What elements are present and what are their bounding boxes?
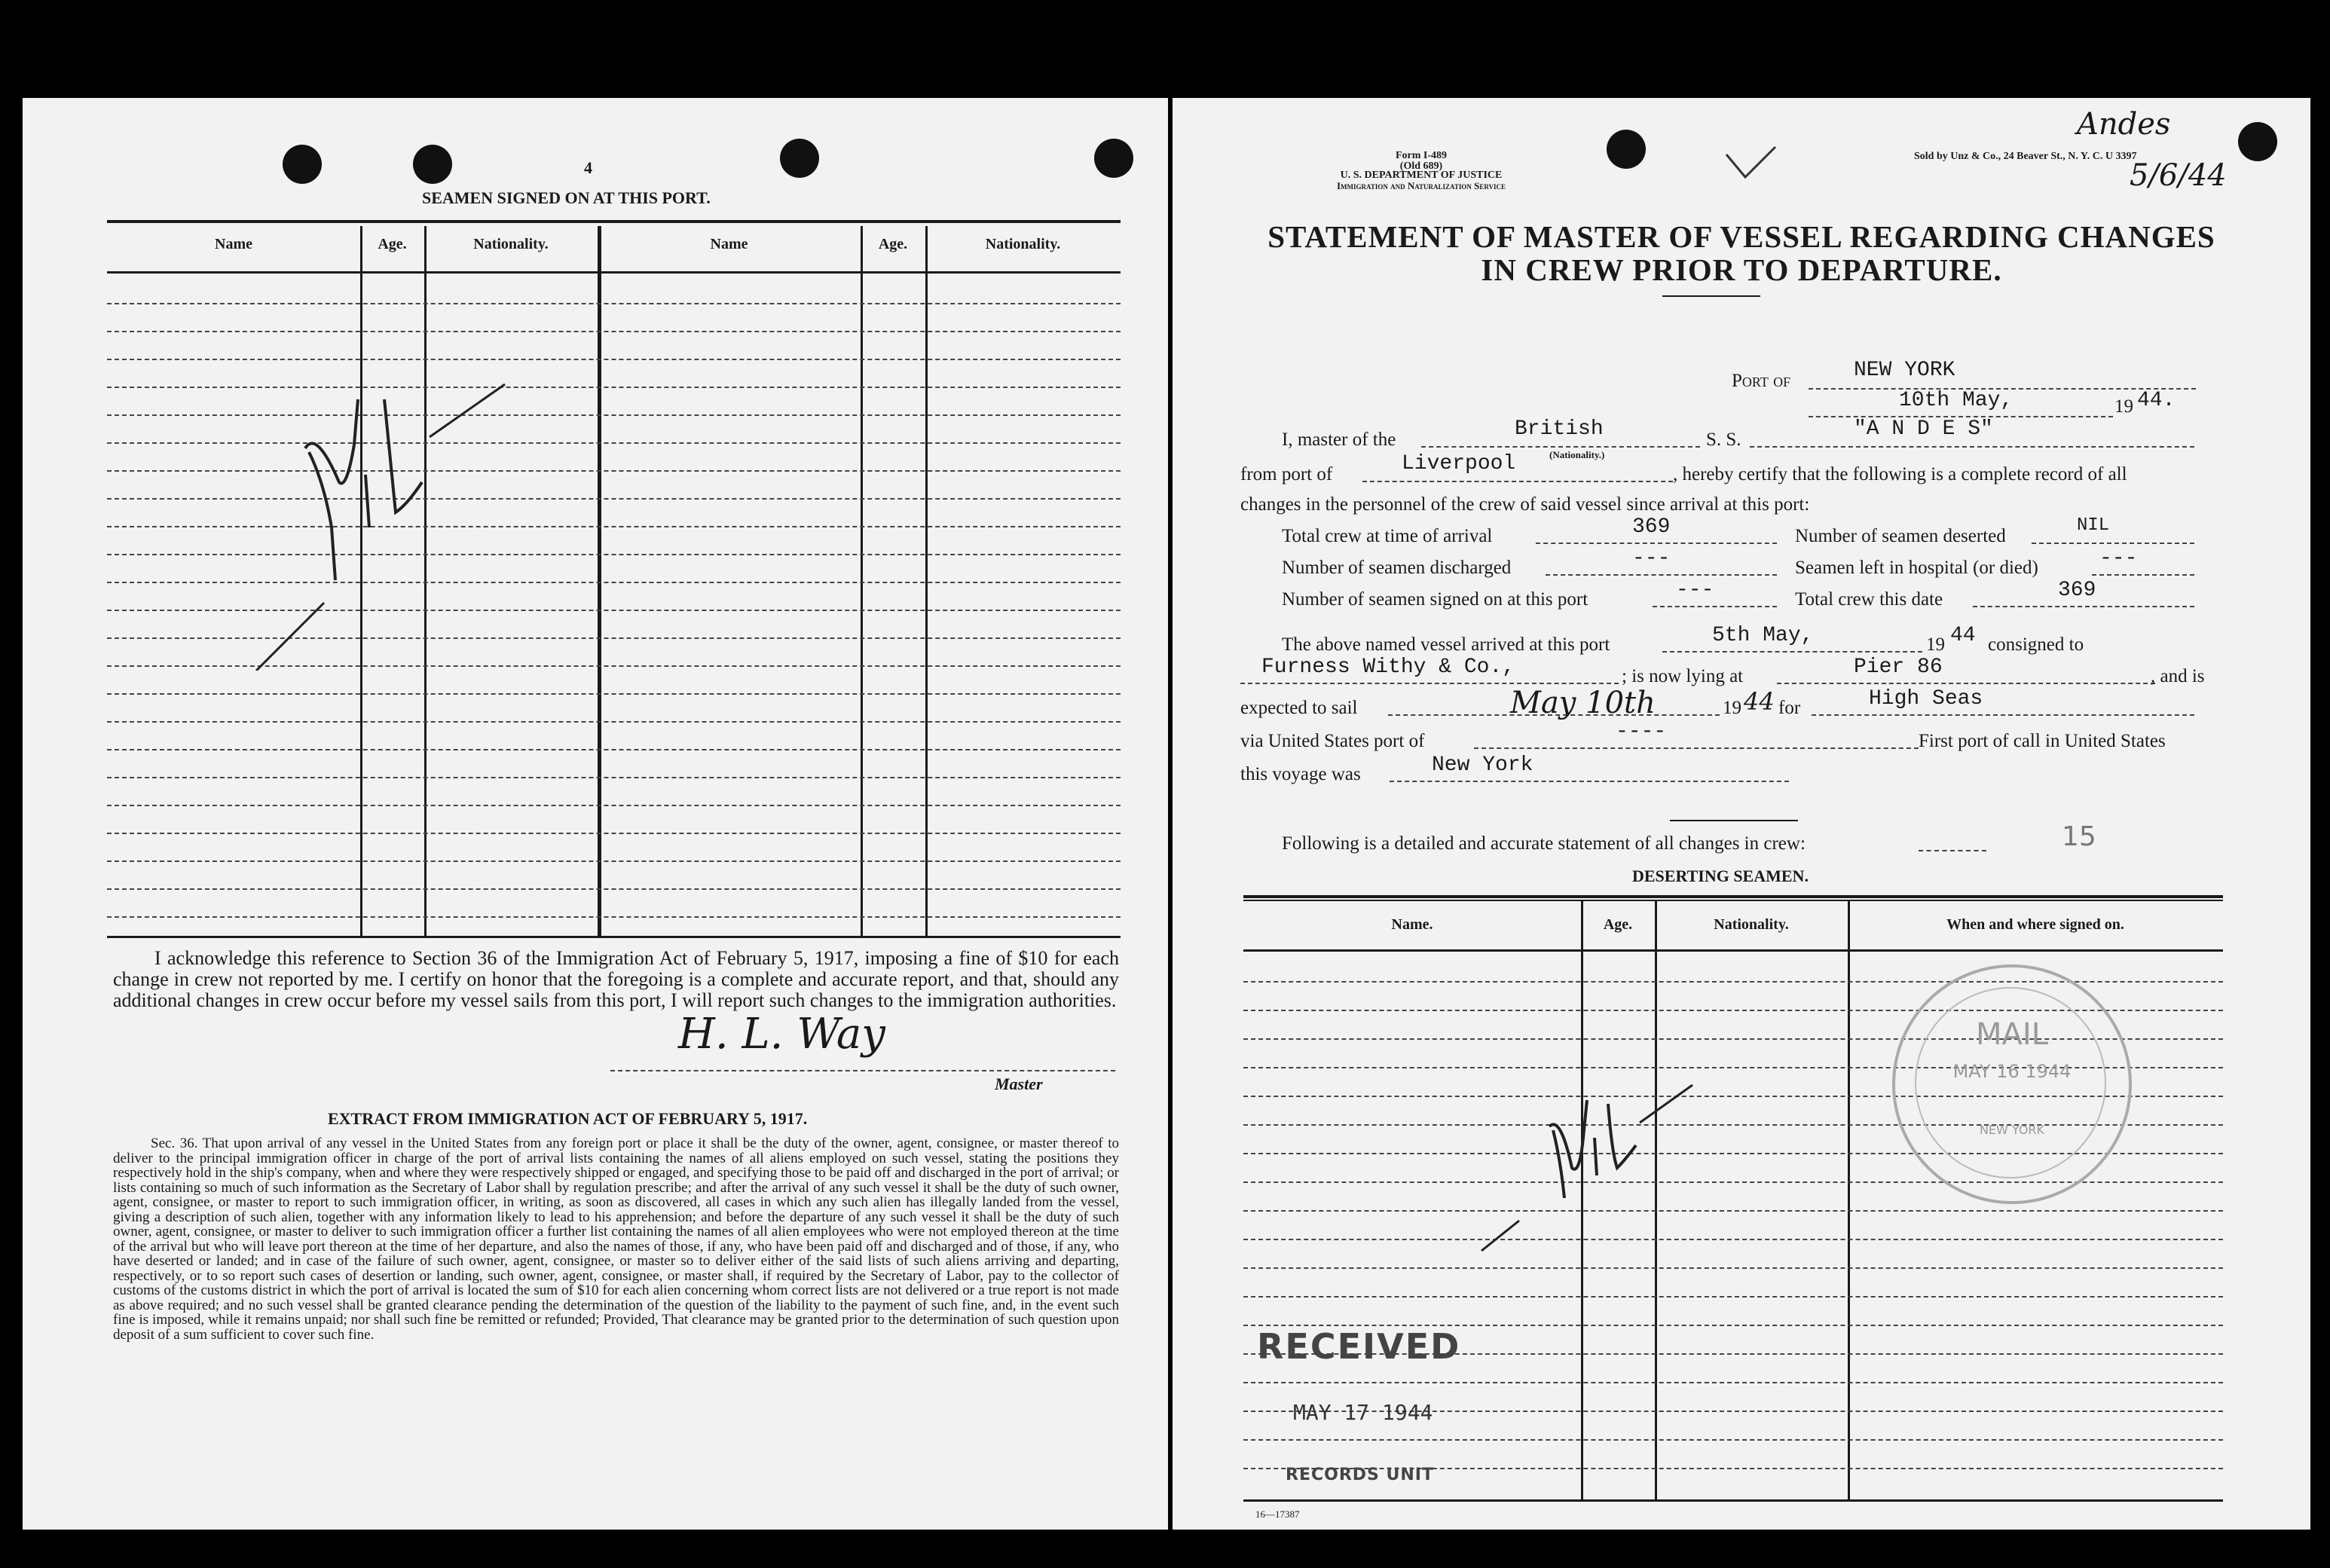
deserted-value: NIL — [2077, 515, 2110, 536]
total-crew-date-line — [1973, 606, 2194, 607]
table-row-rule — [1243, 1239, 2223, 1240]
nationality-value: British — [1515, 417, 1604, 441]
master-signature: H. L. Way — [678, 1010, 885, 1059]
arrived-line — [1662, 651, 1922, 653]
and-is-label: , and is — [2151, 666, 2205, 686]
form-code: 16—17387 — [1255, 1508, 1300, 1520]
column-divider — [598, 226, 601, 936]
table-row-rule — [107, 777, 1121, 778]
following-line — [1919, 850, 1986, 851]
via-line — [1474, 747, 1919, 749]
acknowledgement-text: I acknowledge this reference to Section 36 of the Immigration Act of February 5, 1917, imposing a fine of $10 for each change in crew not reported by me. I certify on honor that the foregoing is a complete and accurate report, and that, should any additional changes in crew occur before my vessel sails from this port, I will report such changes to the immigration authorities. — [113, 947, 1119, 1011]
following-text: Following is a detailed and accurate statement of all changes in crew: — [1282, 833, 1806, 854]
from-port-line — [1362, 481, 1673, 482]
column-header-name: Name. — [1391, 916, 1433, 933]
extract-text: Sec. 36. That upon arrival of any vessel in the United States from any foreign port or place it shall be the duty of the owner, agent, consignee, or master thereof to deliver to the principal immigration officer in charge of the port of arrival lists containing the names of all aliens employed on such vessel, stating the positions they respectively hold in the ship's company, when and where they were respectively shipped or engaged, and specifying those to be paid off and discharged in the port of arrival; or lists containing so much of such information as the Secretary of Labor shall by regulation prescribe; and after the arrival of any such vessel it shall be the duty of such owner, agent, consignee, or master to report to such immigration officer, in writing, as soon as discovered, all cases in which any such alien has illegally landed from the vessel, giving a description of such alien, together with any information likely to lead to his apprehension; and before the departure of any such vessel it shall be the duty of such owner, agent, consignee, or master to deliver to such immigration officer a further list containing the names of all alien employees who were not employed thereon at the time of the arrival but who will leave port thereon at the time of her departure, and also the names of those, if any, who have been paid off and discharged and of those, if any, who have deserted or landed; and in case of the failure of such owner, agent, consignee, or master so to deliver either of the said lists of such aliens arriving and departing, respectively, or to so report such cases of desertion or landing, such owner, agent, consignee, or master shall, if required by the Secretary of Labor, pay to the collector of customs of the customs district in which the port of arrival is located the sum of $10 for each alien concerning whom correct lists are not delivered or a true report is not made as above required; and no such vessel shall be granted clearance pending the determination of the question of the liability to the payment of such fine, and, in the event such fine is imposed, while it remains unpaid; nor shall such fine be remitted or refunded; Provided, That clearance may be granted prior to the determination of such question upon deposit of a sum sufficient to cover such fine. — [113, 1136, 1119, 1343]
records-unit-stamp: RECORDS UNIT — [1286, 1466, 1434, 1484]
voyage-value: New York — [1432, 753, 1533, 777]
port-of-value: NEW YORK — [1854, 359, 1955, 382]
table-row-rule — [107, 331, 1121, 332]
lying-value: Pier 86 — [1854, 656, 1943, 679]
table-row-rule — [1243, 1267, 2223, 1269]
total-crew-date-label: Total crew this date — [1795, 589, 1943, 610]
column-divider — [925, 226, 928, 936]
table-header-rule — [1243, 949, 2223, 952]
arrived-value: 5th May, — [1712, 624, 1814, 647]
ship-name-line — [1750, 446, 2194, 448]
expected-label: expected to sail — [1240, 698, 1358, 718]
table-row-rule — [107, 833, 1121, 834]
column-header-age: Age. — [878, 236, 908, 252]
consignee-line — [1240, 683, 1619, 684]
lying-label: ; is now lying at — [1622, 666, 1744, 686]
department-name: U. S. DEPARTMENT OF JUSTICE — [1340, 170, 1503, 181]
voyage-label: this voyage was — [1240, 764, 1361, 784]
arrived-label: The above named vessel arrived at this port — [1282, 634, 1610, 655]
deserted-label: Number of seamen deserted — [1795, 526, 2006, 546]
table-row-rule — [107, 693, 1121, 695]
corner-note-date: 5/6/44 — [2130, 158, 2227, 193]
for-line — [1812, 714, 2194, 716]
table-top-rule — [107, 220, 1121, 223]
corner-note-ship: Andes — [2077, 107, 2171, 142]
hospital-value: --- — [2099, 547, 2138, 570]
year-value: 44. — [2137, 389, 2176, 412]
vendor-note: Sold by Unz & Co., 24 Beaver St., N. Y. C. U 3397 — [1914, 151, 2137, 162]
table-row-rule — [107, 860, 1121, 862]
port-of-label: Port of — [1732, 371, 1791, 391]
total-crew-arrival-line — [1536, 543, 1777, 544]
column-divider — [861, 226, 863, 936]
received-stamp: RECEIVED — [1257, 1326, 1461, 1367]
side-number: 15 — [2062, 821, 2096, 852]
column-header-name: Name — [710, 236, 748, 252]
signature-caption: Master — [995, 1074, 1043, 1093]
discharged-label: Number of seamen discharged — [1282, 558, 1512, 578]
postmark-date: MAY 16 1944 — [1952, 1061, 2072, 1082]
first-port-label: First port of call in United States — [1919, 731, 2166, 751]
table-bottom-rule — [1243, 1499, 2223, 1502]
signed-on-line — [1653, 606, 1777, 607]
deserting-title: DESERTING SEAMEN. — [1632, 867, 1809, 885]
from-port-label: from port of — [1240, 464, 1333, 484]
title-line-1: STATEMENT OF MASTER OF VESSEL REGARDING CHANGES — [1267, 219, 2215, 254]
section-title: SEAMEN SIGNED ON AT THIS PORT. — [422, 188, 711, 207]
nationality-line — [1421, 446, 1700, 448]
table-row-rule — [107, 749, 1121, 750]
table-row-rule — [1243, 1296, 2223, 1297]
discharged-line — [1546, 574, 1777, 576]
hospital-line — [2092, 574, 2194, 576]
table-row-rule — [107, 303, 1121, 304]
table-row-rule — [107, 721, 1121, 723]
table-top-rule — [1243, 895, 2223, 898]
discharged-value: --- — [1632, 547, 1671, 570]
column-header-age: Age. — [378, 236, 407, 252]
total-crew-date-value: 369 — [2058, 579, 2096, 602]
title-rule — [1662, 295, 1760, 297]
changes-text: changes in the personnel of the crew of said vessel since arrival at this port: — [1240, 494, 1810, 515]
consigned-label: consigned to — [1988, 634, 2084, 655]
left-page — [23, 98, 1168, 1530]
table-row-rule — [1243, 1210, 2223, 1212]
total-crew-arrival-value: 369 — [1632, 515, 1671, 539]
form-number: Form I-489 — [1395, 150, 1448, 161]
consignee-value: Furness Withy & Co., — [1261, 656, 1515, 679]
postmark-city: NEW YORK — [1979, 1123, 2045, 1137]
sail-year-value: 44 — [1744, 687, 1775, 716]
ship-name-value: "A N D E S" — [1854, 417, 1993, 441]
arrived-year-value: 44 — [1950, 624, 1976, 647]
title-line-2: IN CREW PRIOR TO DEPARTURE. — [1481, 252, 2002, 287]
department-block — [1244, 170, 1598, 191]
via-label: via United States port of — [1240, 731, 1425, 751]
for-label: for — [1778, 698, 1801, 718]
column-header-age: Age. — [1603, 916, 1633, 933]
form-old-number: (Old 689) — [1399, 160, 1443, 172]
punch-hole — [1607, 130, 1646, 169]
punch-hole — [1094, 139, 1133, 178]
certify-text: , hereby certify that the following is a complete record of all — [1673, 464, 2127, 484]
service-name: Immigration and Naturalization Service — [1336, 180, 1506, 191]
postmark-inner-ring — [1915, 987, 2106, 1178]
table-top-rule-inner — [1243, 900, 2223, 901]
table-row-rule — [107, 805, 1121, 806]
column-header-nationality: Nationality. — [473, 236, 549, 252]
punch-hole — [413, 145, 452, 184]
arrived-year-prefix: 19 — [1926, 634, 1945, 655]
handwritten-nil-mark — [1474, 1070, 1700, 1266]
signed-on-value: --- — [1676, 579, 1714, 602]
check-mark-icon — [1723, 143, 1783, 188]
table-row-rule — [1243, 1439, 2223, 1441]
table-header-rule — [107, 271, 1121, 274]
from-port-value: Liverpool — [1402, 452, 1516, 475]
column-header-signed-on: When and where signed on. — [1946, 916, 2124, 933]
right-page — [1173, 98, 2310, 1530]
table-bottom-rule — [107, 936, 1121, 938]
deserted-line — [2032, 543, 2194, 544]
signature-line — [610, 1070, 1115, 1071]
sail-year-prefix: 19 — [1723, 698, 1741, 718]
column-divider — [1848, 901, 1850, 1499]
via-value: ---- — [1616, 720, 1667, 744]
table-row-rule — [107, 916, 1121, 918]
punch-hole — [283, 145, 322, 184]
year-prefix: 19 — [2114, 396, 2133, 417]
received-date: MAY 17 1944 — [1293, 1400, 1433, 1425]
column-header-name: Name — [215, 236, 252, 252]
table-row-rule — [107, 888, 1121, 890]
lying-line — [1777, 683, 2155, 684]
handwritten-nil-mark — [203, 354, 550, 671]
expected-value: May 10th — [1510, 686, 1656, 720]
table-row-rule — [1243, 1382, 2223, 1383]
nationality-caption: (Nationality.) — [1549, 449, 1605, 460]
date-value: 10th May, — [1899, 389, 2014, 412]
for-value: High Seas — [1869, 687, 1983, 711]
total-crew-arrival-label: Total crew at time of arrival — [1282, 526, 1493, 546]
form-number-block — [1346, 151, 1497, 172]
column-header-nationality: Nationality. — [985, 236, 1061, 252]
voyage-line — [1390, 781, 1789, 782]
column-header-nationality: Nationality. — [1714, 916, 1789, 933]
punch-hole — [2238, 122, 2277, 161]
master-label: I, master of the — [1282, 429, 1396, 450]
punch-hole — [780, 139, 819, 178]
section-rule — [1670, 820, 1798, 821]
page-number: 4 — [584, 158, 592, 177]
signed-on-label: Number of seamen signed on at this port — [1282, 589, 1588, 610]
extract-title: EXTRACT FROM IMMIGRATION ACT OF FEBRUARY 5, 1917. — [328, 1109, 808, 1128]
postmark-label: MAIL — [1976, 1017, 2048, 1052]
hospital-label: Seamen left in hospital (or died) — [1795, 558, 2038, 578]
ss-label: S. S. — [1706, 429, 1741, 450]
